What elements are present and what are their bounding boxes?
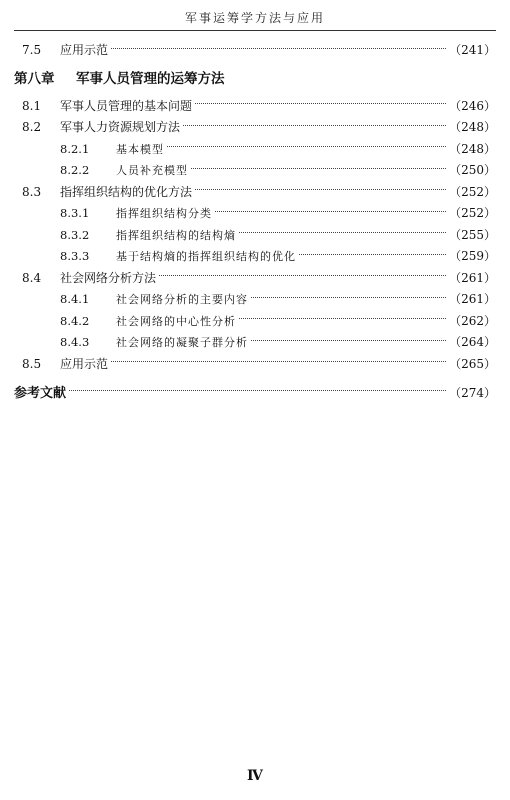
toc-entry — [14, 182, 496, 204]
toc-entry-title: 军事人员管理的基本问题 — [60, 98, 193, 113]
toc-subentry — [14, 246, 496, 268]
header-rule — [14, 30, 496, 31]
dot-leader — [159, 274, 446, 276]
dot-leader — [195, 188, 446, 190]
toc-entry — [14, 117, 496, 139]
toc-entry-number: 8.4.2 — [60, 313, 90, 328]
toc-entry-page: （248） — [449, 120, 496, 134]
dot-leader — [191, 167, 446, 169]
toc-entry-title: 应用示范 — [60, 43, 109, 57]
toc-entry — [14, 354, 496, 376]
toc-entry-page: （264） — [449, 335, 496, 349]
toc-chapter-title: 军事人员管理的运筹方法 — [76, 70, 225, 87]
toc-subentry — [14, 225, 496, 247]
toc-entry-title: 应用示范 — [60, 356, 109, 371]
toc-entry-number: 8.3.2 — [60, 227, 90, 242]
toc-entry-number: 8.2 — [22, 120, 42, 134]
toc-chapter-number: 第八章 — [14, 70, 55, 87]
toc-entry — [14, 96, 496, 118]
toc-entry-title: 指挥组织结构分类 — [116, 207, 212, 220]
toc-entry-page: （255） — [449, 227, 496, 242]
toc-references — [14, 381, 496, 405]
page-folio: Ⅳ — [247, 768, 263, 784]
toc-entry — [14, 268, 496, 290]
dot-leader — [195, 102, 446, 104]
toc-subentry — [14, 203, 496, 225]
dot-leader — [239, 231, 446, 233]
toc-entry-title: 社会网络分析方法 — [60, 270, 157, 285]
toc-entry-number: 8.3 — [22, 184, 42, 199]
toc-entry-title: 基于结构熵的指挥组织结构的优化 — [116, 250, 296, 263]
toc-entry-page: （250） — [449, 163, 496, 177]
toc-subentry — [14, 139, 496, 161]
toc-entry-number: 8.4.1 — [60, 292, 90, 306]
toc-entry-title: 人员补充模型 — [116, 164, 188, 177]
dot-leader — [251, 339, 446, 341]
toc-subentry — [14, 289, 496, 311]
toc-entry-page: （265） — [449, 356, 496, 371]
dot-leader — [111, 360, 446, 362]
references-page: （274） — [449, 386, 496, 400]
toc-entry-page: （246） — [449, 98, 496, 113]
toc-entry-page: （241） — [449, 43, 496, 57]
toc-entry-title: 基本模型 — [116, 142, 164, 156]
references-title: 参考文献 — [14, 386, 67, 401]
toc-entry-page: （261） — [449, 270, 496, 285]
running-header: 军事运筹学方法与应用 — [184, 11, 325, 25]
dot-leader — [239, 317, 446, 319]
toc-entry — [14, 40, 496, 62]
toc-entry-number: 8.5 — [22, 356, 42, 371]
toc-chapter-heading — [14, 66, 496, 92]
toc-entry-title: 军事人力资源规划方法 — [60, 120, 181, 134]
toc-entry-number: 7.5 — [22, 43, 42, 57]
toc-entry-number: 8.2.1 — [60, 141, 90, 156]
toc-entry-page: （261） — [449, 292, 496, 306]
table-of-contents — [14, 40, 496, 405]
toc-entry-title: 社会网络的中心性分析 — [116, 314, 236, 328]
toc-subentry — [14, 160, 496, 182]
toc-entry-page: （252） — [449, 184, 496, 199]
dot-leader — [299, 253, 446, 255]
toc-entry-number: 8.4 — [22, 270, 42, 285]
dot-leader — [183, 124, 446, 126]
toc-entry-number: 8.1 — [22, 98, 42, 113]
toc-entry-page: （252） — [449, 206, 496, 220]
toc-entry-number: 8.3.3 — [60, 249, 90, 263]
dot-leader — [167, 145, 446, 147]
dot-leader — [69, 389, 446, 391]
toc-entry-page: （259） — [449, 249, 496, 263]
dot-leader — [215, 210, 446, 212]
chapter-spacer — [228, 75, 494, 76]
toc-entry-page: （262） — [449, 313, 496, 328]
toc-entry-title: 指挥组织结构的优化方法 — [60, 184, 193, 199]
toc-entry-title: 社会网络的凝聚子群分析 — [116, 336, 248, 349]
toc-entry-number: 8.2.2 — [60, 163, 90, 177]
toc-entry-number: 8.4.3 — [60, 335, 90, 349]
dot-leader — [111, 47, 446, 49]
toc-entry-title: 社会网络分析的主要内容 — [116, 293, 248, 306]
toc-subentry — [14, 311, 496, 333]
toc-subentry — [14, 332, 496, 354]
dot-leader — [251, 296, 446, 298]
toc-entry-page: （248） — [449, 141, 496, 156]
toc-entry-title: 指挥组织结构的结构熵 — [116, 228, 236, 242]
toc-entry-number: 8.3.1 — [60, 206, 90, 220]
